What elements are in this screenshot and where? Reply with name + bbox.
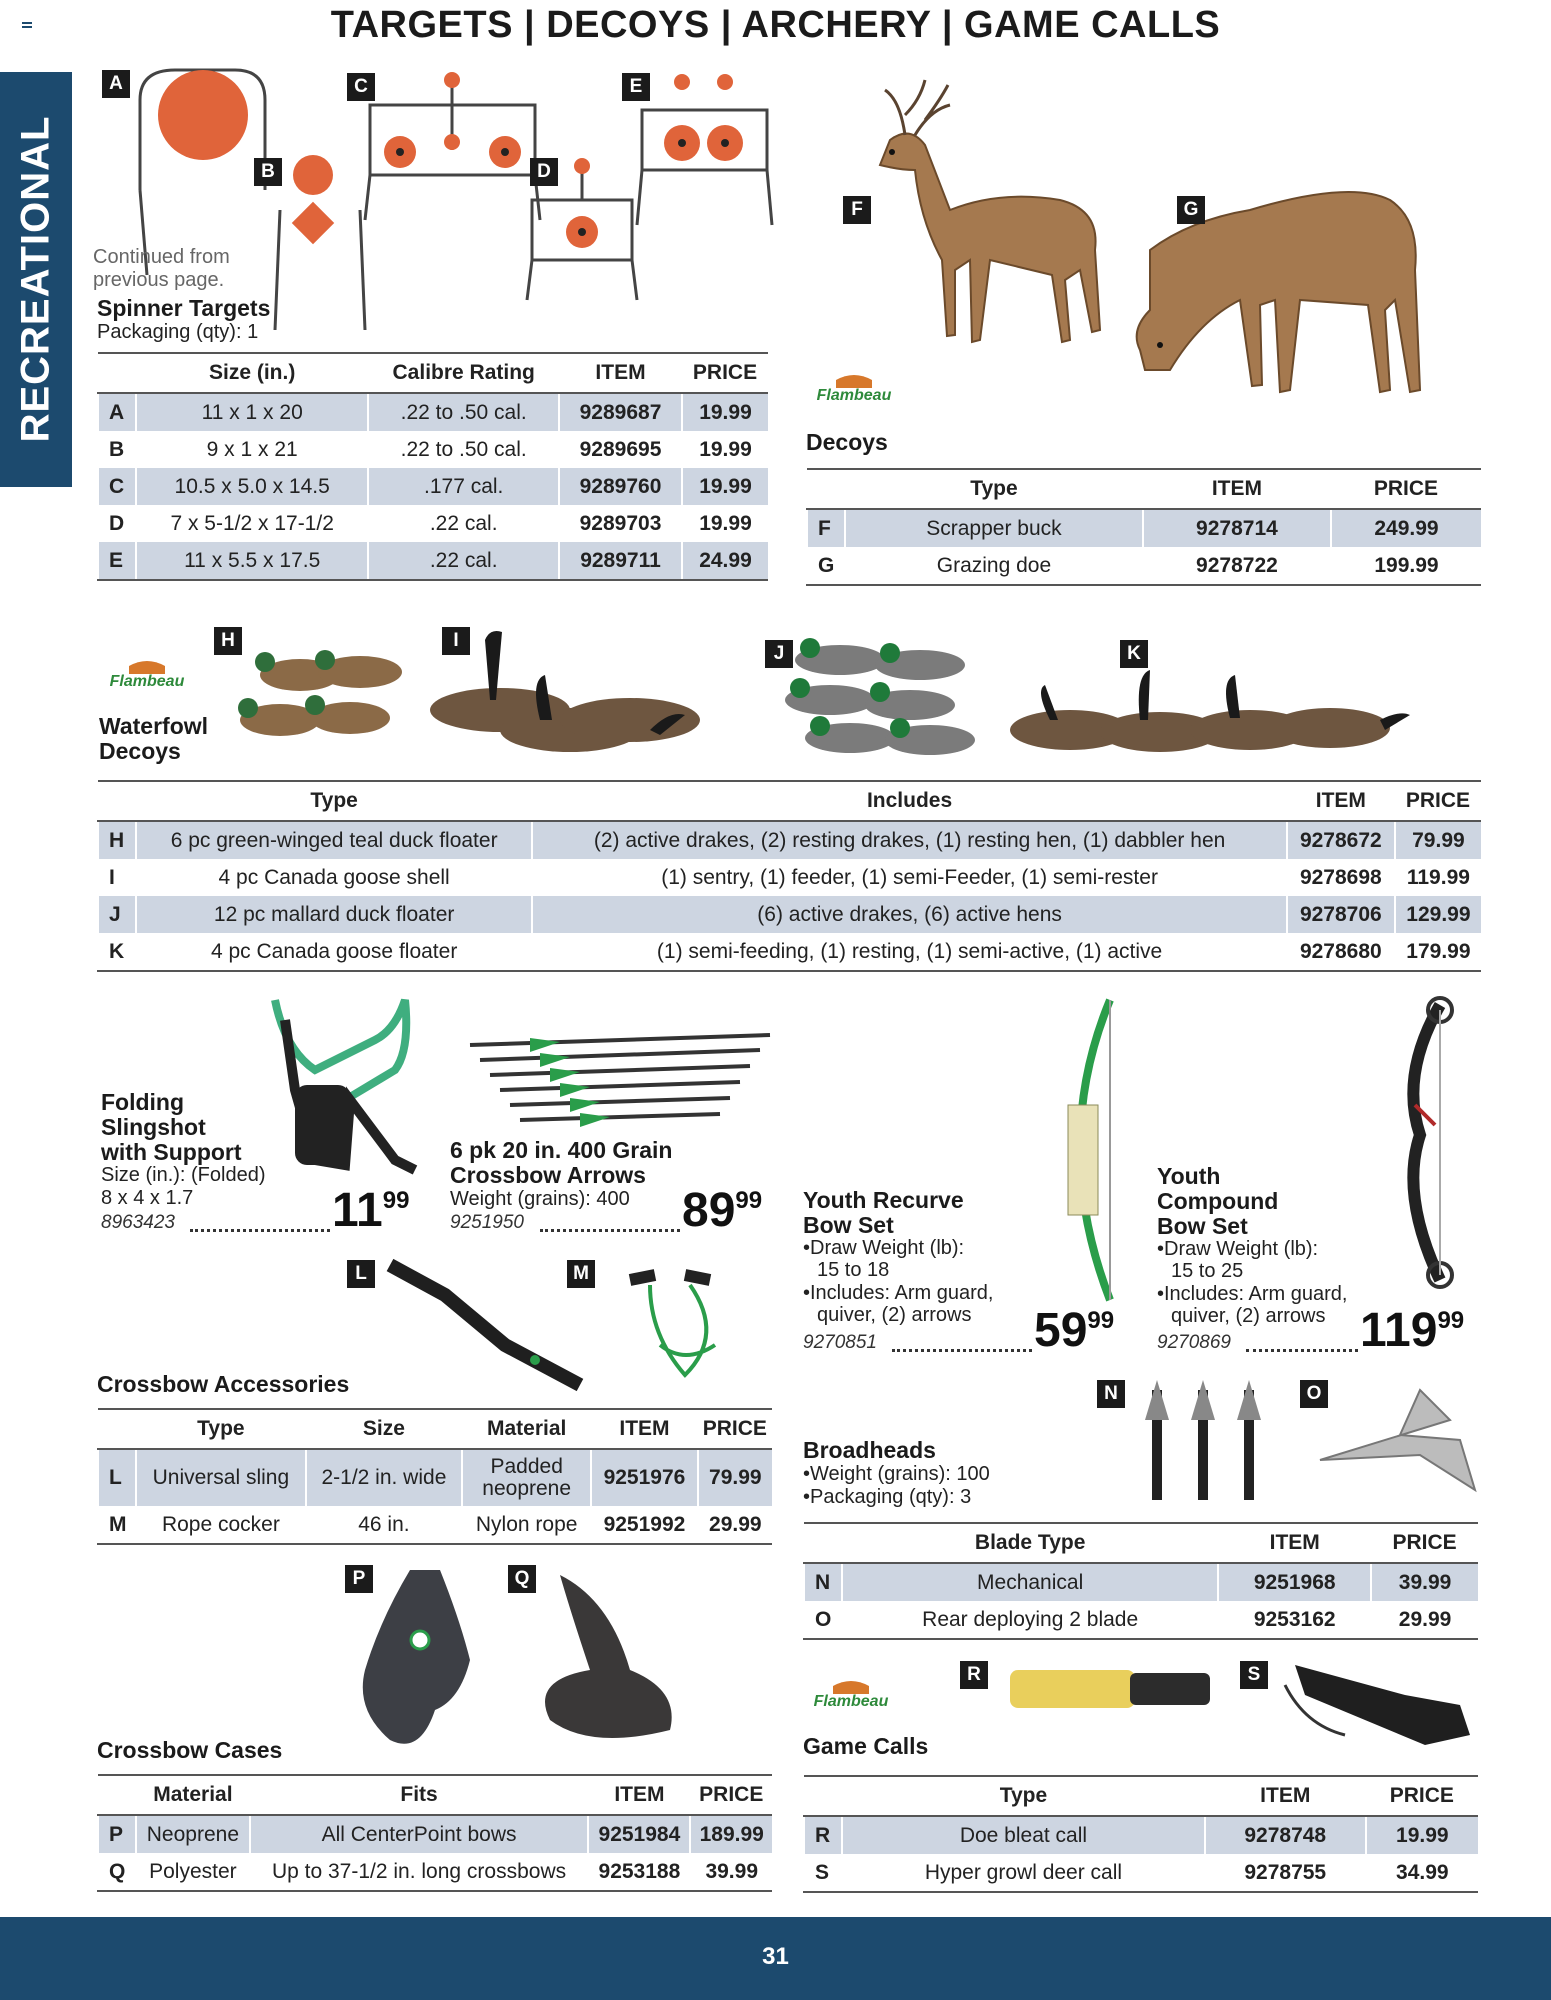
label-l: L (347, 1260, 375, 1288)
broadheads-packaging: •Packaging (qty): 3 (803, 1486, 972, 1508)
slingshot-title-3: with Support (101, 1139, 242, 1165)
table-row: Q Polyester Up to 37-1/2 in. long crossbows 9253188 39.99 (98, 1853, 772, 1891)
accessories-title: Crossbow Accessories (97, 1371, 350, 1397)
compound-bullet-2: •Includes: Arm guard, (1157, 1283, 1348, 1305)
arrows-weight: Weight (grains): 400 (450, 1188, 630, 1210)
compound-item: 9270869 (1157, 1332, 1231, 1353)
broadheads-title: Broadheads (803, 1437, 936, 1463)
cases-table (97, 1774, 772, 1892)
col-type: Type (136, 1409, 306, 1449)
recurve-title-2: Bow Set (803, 1212, 894, 1238)
arrows-title-2: Crossbow Arrows (450, 1162, 646, 1188)
col-item: ITEM (1218, 1523, 1371, 1563)
table-row: J 12 pc mallard duck floater (6) active drakes, (6) active hens 9278706 129.99 (98, 896, 1481, 933)
label-a: A (102, 70, 130, 98)
table-row: B 9 x 1 x 21 .22 to .50 cal. 9289695 19.99 (98, 431, 768, 468)
slingshot-size-value: 8 x 4 x 1.7 (101, 1187, 194, 1209)
col-item: ITEM (1205, 1776, 1366, 1816)
recurve-bow-image (1030, 995, 1150, 1305)
flambeau-logo (803, 1680, 899, 1712)
recurve-item: 9270851 (803, 1332, 877, 1353)
label-d: D (530, 158, 558, 186)
slingshot-title-1: Folding (101, 1089, 185, 1115)
label-k: K (1120, 640, 1148, 668)
col-size: Size (in.) (136, 353, 368, 393)
label-n: N (1097, 1380, 1125, 1408)
table-row: P Neoprene All CenterPoint bows 9251984 189.99 (98, 1815, 772, 1853)
label-s: S (1240, 1661, 1268, 1689)
compound-bullet-1-value: 15 to 25 (1171, 1260, 1244, 1282)
table-row: M Rope cocker 46 in. Nylon rope 9251992 29.99 (98, 1506, 772, 1544)
table-row: S Hyper growl deer call 9278755 34.99 (804, 1854, 1478, 1892)
recurve-bullet-1: •Draw Weight (lb): (803, 1237, 965, 1259)
svg-text:Flambeau: Flambeau (816, 387, 892, 404)
col-price: PRICE (1371, 1523, 1478, 1563)
accessories-image (385, 1255, 735, 1395)
flambeau-logo (806, 374, 902, 406)
col-price: PRICE (1366, 1776, 1478, 1816)
table-row: A 11 x 1 x 20 .22 to .50 cal. 9289687 19.99 (98, 393, 768, 431)
waterfowl-decoys-image (230, 620, 1480, 760)
slingshot-size-label: Size (in.): (Folded) (101, 1164, 266, 1186)
broadheads-table (803, 1522, 1478, 1640)
decoys-title: Decoys (806, 429, 888, 455)
recurve-title-1: Youth Recurve (803, 1187, 964, 1213)
col-size: Size (306, 1409, 462, 1449)
col-price: PRICE (698, 1409, 772, 1449)
leader-dots (190, 1229, 330, 1232)
col-item: ITEM (559, 353, 682, 393)
deer-decoys-image (830, 70, 1470, 410)
label-q: Q (508, 1565, 536, 1593)
spinner-packaging: Packaging (qty): 1 (97, 321, 259, 343)
broadheads-weight: •Weight (grains): 100 (803, 1463, 990, 1485)
col-type: Type (845, 469, 1143, 509)
col-price: PRICE (682, 353, 768, 393)
col-item: ITEM (591, 1409, 697, 1449)
label-r: R (960, 1661, 988, 1689)
col-fits: Fits (250, 1775, 589, 1815)
label-b: B (254, 158, 282, 186)
page-number: 31 (762, 1943, 789, 1970)
col-item: ITEM (588, 1775, 690, 1815)
slingshot-title-2: Slingshot (101, 1114, 206, 1140)
arrows-image (460, 1030, 780, 1130)
col-type: Type (842, 1776, 1205, 1816)
waterfowl-title-2: Decoys (99, 738, 181, 764)
leader-dots (540, 1229, 680, 1232)
table-row: R Doe bleat call 9278748 19.99 (804, 1816, 1478, 1854)
table-row: C 10.5 x 5.0 x 14.5 .177 cal. 9289760 19.99 (98, 468, 768, 505)
label-e: E (622, 73, 650, 101)
col-calibre: Calibre Rating (368, 353, 559, 393)
compound-title-2: Compound (1157, 1188, 1279, 1214)
compound-bullet-1: •Draw Weight (lb): (1157, 1238, 1319, 1260)
col-item: ITEM (1143, 469, 1331, 509)
label-o: O (1300, 1380, 1328, 1408)
col-includes: Includes (532, 781, 1287, 821)
recurve-bullet-2-value: quiver, (2) arrows (817, 1304, 972, 1326)
label-c: C (347, 73, 375, 101)
spinner-table (97, 352, 768, 581)
page-footer (0, 1917, 1551, 2000)
label-m: M (567, 1260, 595, 1288)
calls-title: Game Calls (803, 1733, 929, 1759)
svg-text:Flambeau: Flambeau (813, 1693, 889, 1710)
recurve-bullet-1-value: 15 to 18 (817, 1259, 890, 1281)
waterfowl-title-1: Waterfowl (99, 713, 209, 739)
waterfowl-table (97, 780, 1481, 972)
section-tab (0, 72, 72, 487)
table-row: F Scrapper buck 9278714 249.99 (807, 509, 1481, 547)
leader-dots (892, 1349, 1032, 1352)
table-row: O Rear deploying 2 blade 9253162 29.99 (804, 1601, 1478, 1639)
table-row: H 6 pc green-winged teal duck floater (2) active drakes, (2) resting drakes, (1) resting hen, (1) dabbler hen 9278672 79.99 (98, 821, 1481, 859)
col-price: PRICE (1395, 781, 1481, 821)
cases-title: Crossbow Cases (97, 1737, 283, 1763)
cases-image (350, 1560, 730, 1760)
col-material: Material (462, 1409, 591, 1449)
label-p: P (345, 1565, 373, 1593)
col-material: Material (136, 1775, 250, 1815)
slingshot-price: $11^{99}$ (332, 1184, 410, 1237)
table-row: D 7 x 5-1/2 x 17-1/2 .22 cal. 9289703 19.99 (98, 505, 768, 542)
col-type: Type (136, 781, 532, 821)
compound-price: $119^{99}$ (1360, 1304, 1465, 1357)
accessories-table (97, 1408, 772, 1545)
col-blade-type: Blade Type (842, 1523, 1218, 1563)
arrows-price: $89^{99}$ (682, 1184, 763, 1237)
table-row: E 11 x 5.5 x 17.5 .22 cal. 9289711 24.99 (98, 542, 768, 580)
calls-table (803, 1775, 1478, 1893)
spinner-title: Spinner Targets (97, 295, 271, 321)
recurve-price: $59^{99}$ (1034, 1304, 1115, 1357)
flambeau-logo (99, 660, 195, 692)
section-tab-label: RECREATIONAL (13, 115, 58, 443)
label-f: F (843, 196, 871, 224)
compound-title-3: Bow Set (1157, 1213, 1248, 1239)
compound-bullet-2-value: quiver, (2) arrows (1171, 1305, 1326, 1327)
arrows-item: 9251950 (450, 1212, 524, 1233)
col-item: ITEM (1287, 781, 1395, 821)
page-title: TARGETS | DECOYS | ARCHERY | GAME CALLS (330, 4, 1221, 46)
table-row: L Universal sling 2-1/2 in. wide Padded neoprene 9251976 79.99 (98, 1449, 772, 1506)
label-g: G (1177, 196, 1205, 224)
decoys-table (806, 468, 1481, 586)
label-h: H (214, 627, 242, 655)
svg-text:Flambeau: Flambeau (109, 673, 185, 690)
col-price: PRICE (1331, 469, 1481, 509)
compound-title-1: Youth (1157, 1163, 1221, 1189)
table-row: N Mechanical 9251968 39.99 (804, 1563, 1478, 1601)
slingshot-item: 8963423 (101, 1212, 175, 1233)
table-row: I 4 pc Canada goose shell (1) sentry, (1) feeder, (1) semi-Feeder, (1) semi-rester 9278698 119.99 (98, 859, 1481, 896)
recurve-bullet-2: •Includes: Arm guard, (803, 1282, 994, 1304)
table-row: K 4 pc Canada goose floater (1) semi-feeding, (1) resting, (1) semi-active, (1) active 9278680 179.99 (98, 933, 1481, 971)
arrows-title-1: 6 pk 20 in. 400 Grain (450, 1137, 673, 1163)
label-i: I (442, 627, 470, 655)
compound-bow-image (1380, 995, 1490, 1295)
label-j: J (765, 640, 793, 668)
leader-dots (1246, 1349, 1358, 1352)
col-price: PRICE (690, 1775, 772, 1815)
continued-note: Continued from previous page. (93, 246, 230, 291)
slingshot-image (255, 990, 435, 1180)
table-row: G Grazing doe 9278722 199.99 (807, 547, 1481, 585)
